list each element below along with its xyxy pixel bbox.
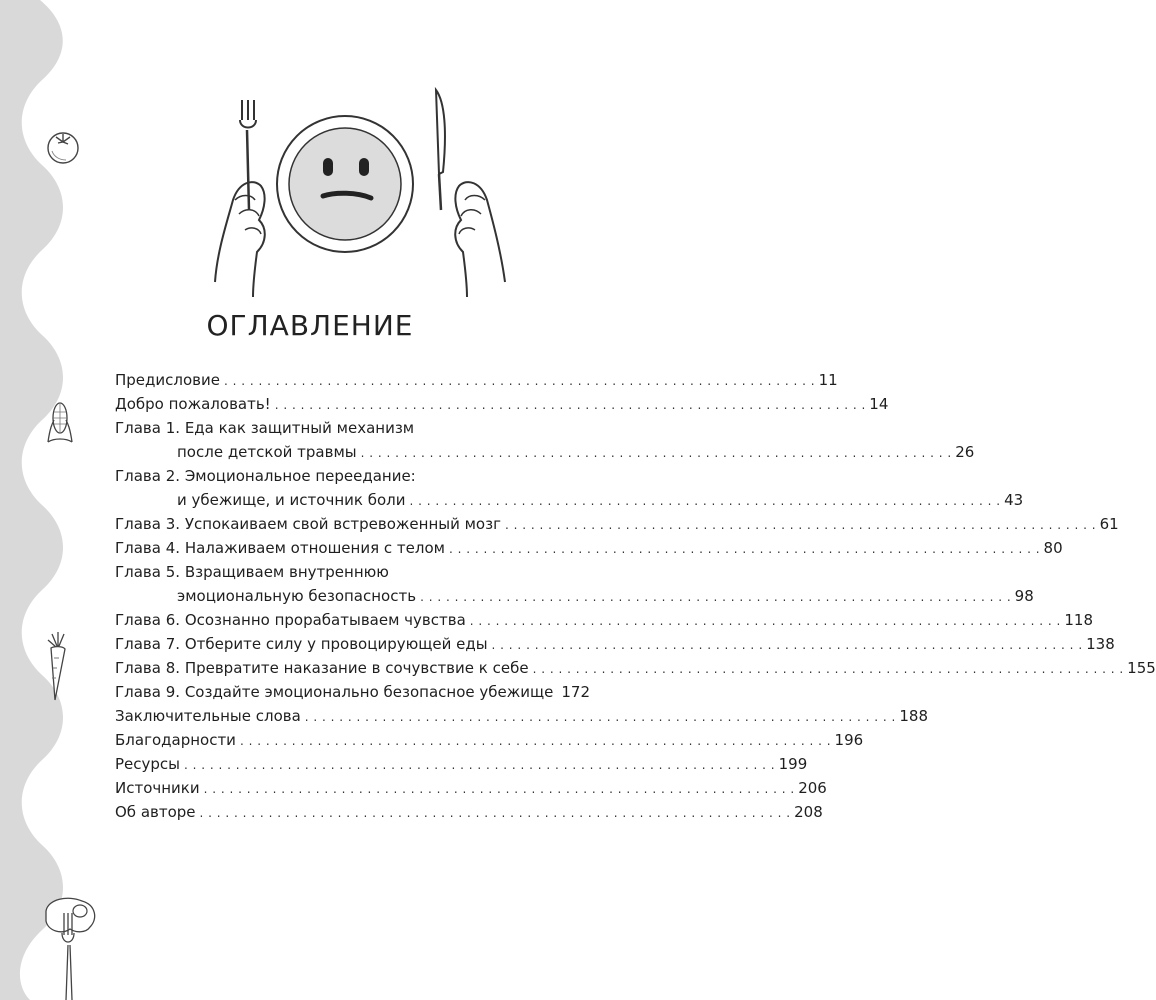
toc-entry-label: Ресурсы [115, 755, 181, 773]
steak-and-fork-icon [40, 893, 106, 1000]
toc-entry-chapter-5[interactable] [115, 560, 1034, 608]
toc-page-number: 43 [1004, 491, 1024, 509]
leader-dots [492, 633, 1083, 657]
toc-page-number: 206 [798, 779, 827, 797]
toc-entry-label: Создайте эмоционально безопасное убежище [184, 683, 554, 701]
leader-dots [470, 609, 1061, 633]
leader-dots [420, 585, 1011, 609]
toc-page-number: 80 [1043, 539, 1063, 557]
toc-page-number: 98 [1014, 587, 1034, 605]
leader-dots [275, 393, 866, 417]
toc-entry-label: Налаживаем отношения с телом [184, 539, 445, 557]
toc-page-number: 26 [955, 443, 975, 461]
toc-entry-chapter-2[interactable] [115, 464, 1024, 512]
toc-entry-resources[interactable] [115, 752, 808, 776]
leader-dots [200, 801, 791, 825]
chapter-prefix: Глава 7. [115, 635, 185, 653]
plate-with-sad-face-fork-and-knife-icon [205, 82, 515, 297]
page-title: ОГЛАВЛЕНИЕ [206, 308, 414, 342]
chapter-prefix: Глава 3. [115, 515, 185, 533]
toc-entry-chapter-3[interactable] [115, 512, 1119, 536]
toc-entry-chapter-7[interactable] [115, 632, 1115, 656]
toc-entry-label: Благодарности [115, 731, 236, 749]
corn-icon [40, 398, 80, 448]
tomato-icon [40, 123, 86, 169]
chapter-prefix: Глава 5. [115, 563, 185, 581]
toc-entry-welcome[interactable] [115, 392, 889, 416]
toc-page-number: 14 [869, 395, 889, 413]
chapter-prefix: Глава 4. [115, 539, 185, 557]
toc-entry-label: Предисловие [115, 371, 220, 389]
toc-entry-label: Отберите силу у провоцирующей еды [184, 635, 488, 653]
leader-dots [533, 657, 1124, 681]
chapter-prefix: Глава 1. [115, 419, 185, 437]
toc-entry-chapter-9[interactable] [115, 680, 591, 704]
leader-dots [305, 705, 896, 729]
toc-entry-label: Эмоциональное переедание: [184, 467, 416, 485]
toc-entry-label: Об авторе [115, 803, 196, 821]
table-of-contents [115, 368, 1156, 824]
toc-entry-label: Успокаиваем свой встревоженный мозг [184, 515, 501, 533]
toc-entry-label: Превратите наказание в сочувствие к себе [184, 659, 529, 677]
toc-entry-sources[interactable] [115, 776, 827, 800]
toc-entry-label-continued: эмоциональную безопасность [177, 587, 417, 605]
chapter-prefix: Глава 2. [115, 467, 185, 485]
leader-dots [204, 777, 795, 801]
toc-entry-label: Источники [115, 779, 200, 797]
toc-page-number: 199 [778, 755, 808, 773]
toc-page-number: 138 [1086, 635, 1115, 653]
toc-entry-closing-words[interactable] [115, 704, 929, 728]
toc-entry-label: Еда как защитный механизм [184, 419, 415, 437]
leader-dots [224, 369, 815, 393]
toc-entry-label: Осознанно прорабатываем чувства [184, 611, 466, 629]
chapter-prefix: Глава 9. [115, 683, 185, 701]
toc-entry-preface[interactable] [115, 368, 838, 392]
carrot-icon [38, 630, 78, 705]
toc-entry-label-continued: и убежище, и источник боли [177, 491, 406, 509]
toc-page-number: 188 [899, 707, 929, 725]
chapter-prefix: Глава 6. [115, 611, 185, 629]
leader-dots [361, 441, 952, 465]
toc-page-number: 196 [834, 731, 864, 749]
toc-page-number: 11 [818, 371, 838, 389]
toc-entry-chapter-6[interactable] [115, 608, 1093, 632]
leader-dots [449, 537, 1040, 561]
toc-page-number: 118 [1064, 611, 1093, 629]
toc-page-number: 172 [561, 683, 591, 701]
toc-page-number: 61 [1099, 515, 1119, 533]
chapter-prefix: Глава 8. [115, 659, 185, 677]
toc-entry-chapter-8[interactable] [115, 656, 1156, 680]
toc-entry-about-author[interactable] [115, 800, 823, 824]
toc-entry-label: Добро пожаловать! [115, 395, 271, 413]
toc-entry-label-continued: после детской травмы [177, 443, 357, 461]
leader-dots [409, 489, 1000, 513]
toc-entry-label: Взращиваем внутреннюю [184, 563, 389, 581]
toc-page-number: 155 [1127, 659, 1156, 677]
toc-entry-label: Заключительные слова [115, 707, 301, 725]
leader-dots [240, 729, 831, 753]
toc-entry-chapter-1[interactable] [115, 416, 975, 464]
toc-entry-chapter-4[interactable] [115, 536, 1063, 560]
toc-page-number: 208 [794, 803, 823, 821]
toc-entry-acknowledgements[interactable] [115, 728, 864, 752]
leader-dots [184, 753, 775, 777]
leader-dots [505, 513, 1096, 537]
